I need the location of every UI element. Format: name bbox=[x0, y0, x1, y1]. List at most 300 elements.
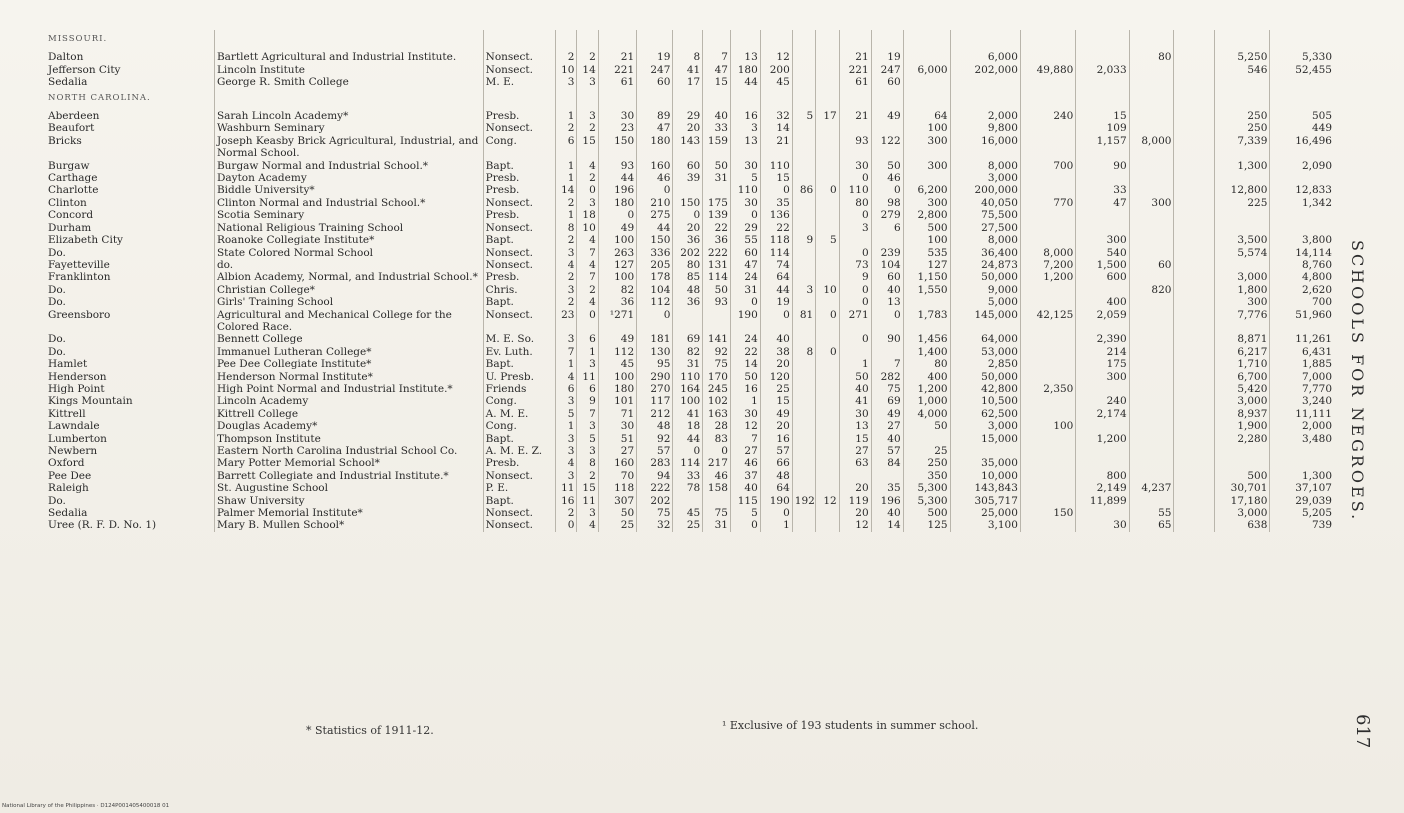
value-cell: 24 bbox=[730, 271, 760, 283]
value-cell: 120 bbox=[760, 371, 792, 383]
value-cell: 40 bbox=[760, 333, 792, 345]
value-cell: 300 bbox=[903, 160, 950, 172]
value-cell bbox=[816, 51, 839, 63]
value-cell bbox=[1174, 309, 1215, 334]
value-cell: 60 bbox=[730, 247, 760, 259]
school-cell: Immanuel Lutheran College* bbox=[214, 346, 483, 358]
value-cell bbox=[1214, 172, 1269, 184]
value-cell: 69 bbox=[871, 395, 903, 407]
value-cell: 20 bbox=[760, 358, 792, 370]
value-cell: 95 bbox=[637, 358, 673, 370]
value-cell: 739 bbox=[1270, 519, 1334, 531]
value-cell: 0 bbox=[730, 519, 760, 531]
value-cell: 5,000 bbox=[950, 296, 1020, 308]
value-cell bbox=[1129, 371, 1174, 383]
value-cell: 50 bbox=[839, 371, 871, 383]
control-cell: Chris. bbox=[483, 284, 556, 296]
value-cell: 7,776 bbox=[1214, 309, 1269, 334]
control-cell: Friends bbox=[483, 383, 556, 395]
value-cell: 10 bbox=[816, 284, 839, 296]
value-cell: 46 bbox=[871, 172, 903, 184]
table-row bbox=[46, 110, 1334, 122]
value-cell: 31 bbox=[673, 358, 703, 370]
value-cell: 13 bbox=[730, 135, 760, 160]
statistics-footnote: * Statistics of 1911-12. bbox=[306, 724, 434, 737]
empty-cell bbox=[1270, 89, 1334, 110]
value-cell: 93 bbox=[703, 296, 731, 308]
value-cell: 2,800 bbox=[903, 209, 950, 221]
value-cell bbox=[792, 51, 815, 63]
value-cell: 3,000 bbox=[1214, 395, 1269, 407]
value-cell: 7,200 bbox=[1020, 259, 1075, 271]
empty-cell bbox=[556, 30, 577, 51]
value-cell bbox=[1270, 457, 1334, 469]
value-cell: 175 bbox=[703, 197, 731, 209]
value-cell: 275 bbox=[637, 209, 673, 221]
value-cell bbox=[1174, 234, 1215, 246]
value-cell: 500 bbox=[903, 507, 950, 519]
school-cell: Bennett College bbox=[214, 333, 483, 345]
value-cell: 55 bbox=[730, 234, 760, 246]
value-cell: 57 bbox=[871, 445, 903, 457]
value-cell: 60 bbox=[871, 271, 903, 283]
school-cell: Sarah Lincoln Academy* bbox=[214, 110, 483, 122]
value-cell: 104 bbox=[637, 284, 673, 296]
school-cell: Mary B. Mullen School* bbox=[214, 519, 483, 531]
value-cell bbox=[792, 247, 815, 259]
value-cell: 6,000 bbox=[903, 64, 950, 76]
value-cell: 4 bbox=[577, 160, 598, 172]
value-cell: 14 bbox=[577, 64, 598, 76]
control-cell: Cong. bbox=[483, 135, 556, 160]
value-cell: 20 bbox=[839, 507, 871, 519]
value-cell: 31 bbox=[730, 284, 760, 296]
value-cell: 50 bbox=[730, 371, 760, 383]
value-cell: 3,100 bbox=[950, 519, 1020, 531]
value-cell: 39 bbox=[673, 172, 703, 184]
value-cell bbox=[1129, 271, 1174, 283]
value-cell: 60 bbox=[673, 160, 703, 172]
value-cell bbox=[1020, 346, 1075, 358]
value-cell: 83 bbox=[703, 433, 731, 445]
value-cell bbox=[792, 333, 815, 345]
empty-cell bbox=[816, 30, 839, 51]
table-row bbox=[46, 160, 1334, 172]
value-cell bbox=[1174, 222, 1215, 234]
value-cell bbox=[1174, 457, 1215, 469]
value-cell: 0 bbox=[730, 296, 760, 308]
value-cell: 1,200 bbox=[1020, 271, 1075, 283]
value-cell bbox=[1020, 445, 1075, 457]
value-cell bbox=[1129, 433, 1174, 445]
value-cell bbox=[792, 209, 815, 221]
value-cell bbox=[1214, 445, 1269, 457]
value-cell: 35,000 bbox=[950, 457, 1020, 469]
value-cell bbox=[816, 222, 839, 234]
value-cell bbox=[816, 445, 839, 457]
value-cell: 9 bbox=[792, 234, 815, 246]
value-cell bbox=[1174, 135, 1215, 160]
value-cell bbox=[1270, 76, 1334, 88]
value-cell: 30 bbox=[839, 160, 871, 172]
value-cell: 180 bbox=[598, 197, 636, 209]
value-cell: 239 bbox=[871, 247, 903, 259]
value-cell: 143 bbox=[673, 135, 703, 160]
school-cell: do. bbox=[214, 259, 483, 271]
value-cell: 5 bbox=[730, 172, 760, 184]
value-cell: 150 bbox=[673, 197, 703, 209]
value-cell bbox=[1020, 395, 1075, 407]
value-cell: 3 bbox=[556, 470, 577, 482]
value-cell: 64 bbox=[760, 482, 792, 494]
value-cell bbox=[1020, 333, 1075, 345]
value-cell: 770 bbox=[1020, 197, 1075, 209]
value-cell: 24 bbox=[730, 333, 760, 345]
table-row bbox=[46, 51, 1334, 63]
value-cell: 6 bbox=[577, 333, 598, 345]
value-cell: 93 bbox=[839, 135, 871, 160]
value-cell: 8 bbox=[556, 222, 577, 234]
value-cell bbox=[1020, 457, 1075, 469]
value-cell: 820 bbox=[1129, 284, 1174, 296]
value-cell bbox=[703, 495, 731, 507]
value-cell: 2,000 bbox=[1270, 420, 1334, 432]
value-cell: 75 bbox=[871, 383, 903, 395]
value-cell: 25 bbox=[760, 383, 792, 395]
place-cell: Beaufort bbox=[48, 122, 95, 135]
value-cell: 40 bbox=[871, 507, 903, 519]
value-cell bbox=[792, 395, 815, 407]
school-cell: Joseph Keasby Brick Agricultural, Industrial, and Normal School. bbox=[214, 135, 483, 160]
value-cell: 80 bbox=[903, 358, 950, 370]
value-cell: 15,000 bbox=[950, 433, 1020, 445]
value-cell: 2,059 bbox=[1076, 309, 1129, 334]
value-cell: 5 bbox=[556, 408, 577, 420]
empty-cell bbox=[871, 89, 903, 110]
value-cell: 16 bbox=[730, 110, 760, 122]
value-cell: 2 bbox=[556, 507, 577, 519]
value-cell: 212 bbox=[637, 408, 673, 420]
value-cell: 200,000 bbox=[950, 184, 1020, 196]
value-cell: 7,000 bbox=[1270, 371, 1334, 383]
value-cell: 37 bbox=[730, 470, 760, 482]
value-cell bbox=[792, 383, 815, 395]
value-cell: 31 bbox=[703, 172, 731, 184]
value-cell: 336 bbox=[637, 247, 673, 259]
empty-cell bbox=[637, 30, 673, 51]
place-cell: Burgaw bbox=[48, 159, 90, 172]
value-cell bbox=[1129, 110, 1174, 122]
value-cell: 30 bbox=[1076, 519, 1129, 531]
value-cell: 2,620 bbox=[1270, 284, 1334, 296]
value-cell: 1 bbox=[556, 420, 577, 432]
place-cell: Newbern bbox=[48, 445, 98, 457]
control-cell: Nonsect. bbox=[483, 122, 556, 134]
value-cell: 2,174 bbox=[1076, 408, 1129, 420]
value-cell: 6 bbox=[577, 383, 598, 395]
value-cell bbox=[816, 209, 839, 221]
value-cell bbox=[816, 383, 839, 395]
value-cell: 33 bbox=[703, 122, 731, 134]
value-cell: 2,280 bbox=[1214, 433, 1269, 445]
value-cell: 102 bbox=[703, 395, 731, 407]
place-cell: Pee Dee bbox=[48, 469, 92, 482]
value-cell: 1 bbox=[556, 209, 577, 221]
value-cell: 112 bbox=[637, 296, 673, 308]
value-cell bbox=[1076, 445, 1129, 457]
value-cell: 1 bbox=[839, 358, 871, 370]
value-cell bbox=[673, 184, 703, 196]
value-cell: 86 bbox=[792, 184, 815, 196]
value-cell bbox=[1129, 445, 1174, 457]
value-cell: 22 bbox=[760, 222, 792, 234]
value-cell: 30 bbox=[598, 420, 636, 432]
value-cell: 6,200 bbox=[903, 184, 950, 196]
value-cell: 40 bbox=[871, 433, 903, 445]
value-cell: 29,039 bbox=[1270, 495, 1334, 507]
value-cell: 8,000 bbox=[950, 160, 1020, 172]
value-cell: 12 bbox=[839, 519, 871, 531]
value-cell bbox=[1214, 259, 1269, 271]
value-cell bbox=[1129, 358, 1174, 370]
table-row bbox=[46, 309, 1334, 334]
value-cell: 60 bbox=[871, 76, 903, 88]
control-cell: Bapt. bbox=[483, 495, 556, 507]
value-cell: 225 bbox=[1214, 197, 1269, 209]
value-cell: 150 bbox=[598, 135, 636, 160]
empty-cell bbox=[839, 89, 871, 110]
value-cell bbox=[1214, 222, 1269, 234]
value-cell bbox=[1076, 209, 1129, 221]
place-cell: Do. bbox=[48, 296, 66, 309]
value-cell: 2 bbox=[577, 172, 598, 184]
value-cell bbox=[1129, 76, 1174, 88]
value-cell bbox=[1020, 51, 1075, 63]
value-cell: 49 bbox=[871, 110, 903, 122]
value-cell: 10,500 bbox=[950, 395, 1020, 407]
empty-cell bbox=[703, 30, 731, 51]
school-cell: Roanoke Collegiate Institute* bbox=[214, 234, 483, 246]
value-cell bbox=[792, 76, 815, 88]
table-row bbox=[46, 234, 1334, 246]
value-cell: 2,390 bbox=[1076, 333, 1129, 345]
value-cell: 7 bbox=[871, 358, 903, 370]
table-row bbox=[46, 247, 1334, 259]
value-cell: 61 bbox=[839, 76, 871, 88]
value-cell bbox=[1129, 383, 1174, 395]
value-cell: 1,300 bbox=[1214, 160, 1269, 172]
value-cell: 210 bbox=[637, 197, 673, 209]
table-row bbox=[46, 457, 1334, 469]
empty-cell bbox=[1270, 30, 1334, 51]
running-title: SCHOOLS FOR NEGROES. bbox=[1348, 240, 1367, 523]
value-cell bbox=[792, 259, 815, 271]
control-cell: A. M. E. Z. bbox=[483, 445, 556, 457]
control-cell: Nonsect. bbox=[483, 507, 556, 519]
value-cell bbox=[1020, 209, 1075, 221]
empty-cell bbox=[577, 89, 598, 110]
empty-cell bbox=[637, 89, 673, 110]
value-cell: 15 bbox=[577, 135, 598, 160]
value-cell: 8 bbox=[792, 346, 815, 358]
value-cell bbox=[1214, 76, 1269, 88]
value-cell: 40 bbox=[730, 482, 760, 494]
value-cell: 5,574 bbox=[1214, 247, 1269, 259]
value-cell bbox=[871, 470, 903, 482]
value-cell: 305,717 bbox=[950, 495, 1020, 507]
control-cell: Presb. bbox=[483, 457, 556, 469]
value-cell: 3,500 bbox=[1214, 234, 1269, 246]
value-cell: 700 bbox=[1020, 160, 1075, 172]
control-cell: Nonsect. bbox=[483, 519, 556, 531]
value-cell: 2 bbox=[577, 51, 598, 63]
value-cell: 100 bbox=[1020, 420, 1075, 432]
school-cell: Bartlett Agricultural and Industrial Institute. bbox=[214, 51, 483, 63]
value-cell: 50 bbox=[903, 420, 950, 432]
value-cell: 0 bbox=[760, 309, 792, 334]
value-cell: 6,000 bbox=[950, 51, 1020, 63]
value-cell bbox=[1129, 64, 1174, 76]
value-cell: 247 bbox=[637, 64, 673, 76]
place-cell: Bricks bbox=[48, 134, 82, 147]
value-cell: 3 bbox=[730, 122, 760, 134]
value-cell: 250 bbox=[903, 457, 950, 469]
empty-cell bbox=[1129, 30, 1174, 51]
value-cell: 240 bbox=[1076, 395, 1129, 407]
value-cell: 2,000 bbox=[950, 110, 1020, 122]
value-cell: 42,125 bbox=[1020, 309, 1075, 334]
value-cell: 25 bbox=[598, 519, 636, 531]
value-cell: 19 bbox=[637, 51, 673, 63]
place-cell: High Point bbox=[48, 382, 105, 395]
control-cell: Nonsect. bbox=[483, 222, 556, 234]
value-cell: 8,871 bbox=[1214, 333, 1269, 345]
value-cell: 3 bbox=[556, 445, 577, 457]
value-cell bbox=[792, 271, 815, 283]
value-cell: 1,783 bbox=[903, 309, 950, 334]
value-cell: 300 bbox=[1214, 296, 1269, 308]
value-cell: 60 bbox=[637, 76, 673, 88]
value-cell: 80 bbox=[1129, 51, 1174, 63]
value-cell bbox=[1076, 172, 1129, 184]
school-cell: Pee Dee Collegiate Institute* bbox=[214, 358, 483, 370]
school-cell: Dayton Academy bbox=[214, 172, 483, 184]
school-cell: Eastern North Carolina Industrial School Co. bbox=[214, 445, 483, 457]
value-cell: 196 bbox=[871, 495, 903, 507]
value-cell: 300 bbox=[1076, 234, 1129, 246]
value-cell: 200 bbox=[760, 64, 792, 76]
value-cell: 10 bbox=[556, 64, 577, 76]
value-cell: 500 bbox=[1214, 470, 1269, 482]
place-cell: Do. bbox=[48, 246, 66, 259]
value-cell: 192 bbox=[792, 495, 815, 507]
value-cell: 247 bbox=[871, 64, 903, 76]
value-cell: 546 bbox=[1214, 64, 1269, 76]
value-cell: 50 bbox=[703, 160, 731, 172]
empty-cell bbox=[816, 89, 839, 110]
value-cell: 7 bbox=[730, 433, 760, 445]
value-cell: 3,000 bbox=[1214, 271, 1269, 283]
value-cell: 3 bbox=[556, 433, 577, 445]
value-cell: 160 bbox=[598, 457, 636, 469]
value-cell: 7 bbox=[556, 346, 577, 358]
value-cell: 15 bbox=[1076, 110, 1129, 122]
value-cell bbox=[1020, 495, 1075, 507]
value-cell bbox=[792, 457, 815, 469]
value-cell: 127 bbox=[598, 259, 636, 271]
value-cell bbox=[1214, 209, 1269, 221]
value-cell: 245 bbox=[703, 383, 731, 395]
control-cell: Nonsect. bbox=[483, 470, 556, 482]
value-cell: 44 bbox=[637, 222, 673, 234]
value-cell bbox=[903, 296, 950, 308]
empty-cell bbox=[1076, 30, 1129, 51]
value-cell: 1,150 bbox=[903, 271, 950, 283]
value-cell bbox=[1174, 122, 1215, 134]
value-cell: 221 bbox=[598, 64, 636, 76]
empty-cell bbox=[1020, 89, 1075, 110]
value-cell: 19 bbox=[760, 296, 792, 308]
value-cell bbox=[903, 172, 950, 184]
value-cell bbox=[1129, 234, 1174, 246]
value-cell: 4,000 bbox=[903, 408, 950, 420]
value-cell: 89 bbox=[637, 110, 673, 122]
value-cell bbox=[1020, 482, 1075, 494]
value-cell: 25 bbox=[903, 445, 950, 457]
control-cell: Bapt. bbox=[483, 433, 556, 445]
value-cell: 28 bbox=[703, 420, 731, 432]
value-cell bbox=[1174, 160, 1215, 172]
value-cell bbox=[1020, 76, 1075, 88]
value-cell bbox=[1129, 160, 1174, 172]
value-cell: 80 bbox=[673, 259, 703, 271]
value-cell: 115 bbox=[730, 495, 760, 507]
place-cell: Clinton bbox=[48, 196, 87, 209]
value-cell bbox=[1174, 284, 1215, 296]
place-cell: Carthage bbox=[48, 172, 98, 185]
value-cell: 16 bbox=[730, 383, 760, 395]
place-cell: Dalton bbox=[48, 51, 84, 64]
value-cell: 196 bbox=[598, 184, 636, 196]
value-cell: 1,456 bbox=[903, 333, 950, 345]
control-cell: Ev. Luth. bbox=[483, 346, 556, 358]
value-cell bbox=[1129, 346, 1174, 358]
value-cell bbox=[1076, 51, 1129, 63]
control-cell: U. Presb. bbox=[483, 371, 556, 383]
empty-cell bbox=[903, 30, 950, 51]
place-cell: Kittrell bbox=[48, 407, 86, 420]
value-cell: 163 bbox=[703, 408, 731, 420]
value-cell: 20 bbox=[839, 482, 871, 494]
value-cell: 57 bbox=[637, 445, 673, 457]
value-cell: 10,000 bbox=[950, 470, 1020, 482]
value-cell: 0 bbox=[598, 209, 636, 221]
value-cell: 158 bbox=[703, 482, 731, 494]
value-cell: 11 bbox=[577, 371, 598, 383]
value-cell: 3 bbox=[839, 222, 871, 234]
value-cell: 13 bbox=[839, 420, 871, 432]
value-cell: 117 bbox=[637, 395, 673, 407]
value-cell: 82 bbox=[598, 284, 636, 296]
value-cell: 33 bbox=[673, 470, 703, 482]
value-cell: 136 bbox=[760, 209, 792, 221]
value-cell: 400 bbox=[1076, 296, 1129, 308]
value-cell: 5 bbox=[816, 234, 839, 246]
value-cell bbox=[792, 172, 815, 184]
value-cell: 49 bbox=[871, 408, 903, 420]
control-cell: Nonsect. bbox=[483, 309, 556, 334]
value-cell: 180 bbox=[730, 64, 760, 76]
